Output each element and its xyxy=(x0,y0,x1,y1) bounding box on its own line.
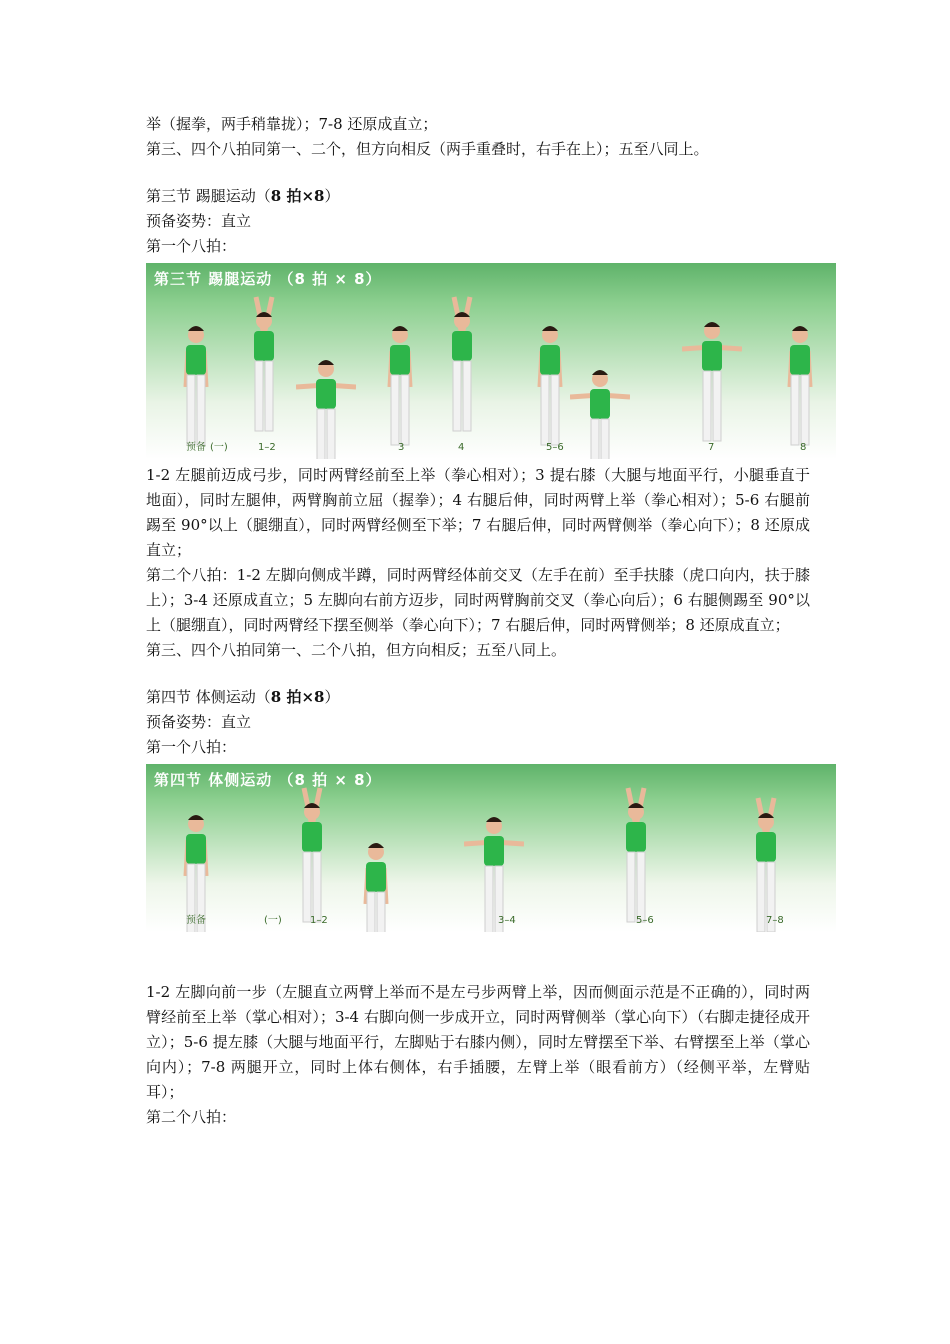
exercise-figure xyxy=(296,341,356,459)
figure-title: 第四节 体侧运动 （8 拍 × 8） xyxy=(154,771,382,789)
section3-desc3: 第三、四个八拍同第一、二个八拍，但方向相反；五至八同上。 xyxy=(146,641,567,659)
exercise-figure xyxy=(234,293,294,443)
text-line: 举（握拳，两手稍靠拢）；7-8 还原成直立； xyxy=(146,115,438,133)
exercise-figure xyxy=(282,784,342,932)
figure-step-label: (一) xyxy=(264,915,282,926)
exercise-figure xyxy=(432,293,492,443)
exercise-figure xyxy=(682,303,742,453)
document-page xyxy=(146,112,810,1130)
figure-step-label: 3 xyxy=(398,442,405,453)
section4-heading: 第四节 体侧运动（8 拍×8） xyxy=(146,688,340,706)
figure-title: 第三节 踢腿运动 （8 拍 × 8） xyxy=(154,270,382,288)
section4-first-beat: 第一个八拍： xyxy=(146,738,237,756)
figure-step-label: (一) xyxy=(210,442,228,453)
text-line: 第三、四个八拍同第一、二个，但方向相反（两手重叠时，右手在上）；五至八同上。 xyxy=(146,140,709,158)
figure-step-label: 1–2 xyxy=(258,442,276,453)
figure-step-label: 7 xyxy=(708,442,715,453)
section3-desc1: 1-2 左腿前迈成弓步，同时两臂经前至上举（拳心相对）；3 提右膝（大腿与地面平行，小腿垂直于地面），同时左腿伸，两臂胸前立屈（握拳）；4 右腿后伸，同时两臂上举（拳心相对）；5-6 右腿前踢至 90°以上（腿绷直），同时两臂经侧至下举；7 右腿后伸，同时两臂侧举（拳心向下）；8 还原成直立； xyxy=(146,466,810,559)
figure-step-label: 1–2 xyxy=(310,915,328,926)
exercise-figure xyxy=(606,784,666,932)
section4-prep: 预备姿势：直立 xyxy=(146,713,252,731)
figure-step-label: 预备 xyxy=(186,915,206,926)
exercise-figure xyxy=(370,307,430,457)
exercise-figure xyxy=(770,307,830,457)
section4-illustration xyxy=(146,764,836,932)
figure-step-label: 5–6 xyxy=(546,442,564,453)
figure-step-label: 3–4 xyxy=(498,915,516,926)
section3-prep: 预备姿势：直立 xyxy=(146,212,252,230)
section4-second-beat: 第二个八拍： xyxy=(146,1108,237,1126)
section3-desc2: 第二个八拍：1-2 左脚向侧成半蹲，同时两臂经体前交叉（左手在前）至手扶膝（虎口向内，扶于膝上）；3-4 还原成直立；5 左脚向右前方迈步，同时两臂胸前交叉（拳心向后）；6 右腿侧踢至 90°以上（腿绷直），同时两臂经下摆至侧举（拳心向下）；7 右腿后伸，同时两臂侧举；8 还原成直立； xyxy=(146,566,810,634)
exercise-figure xyxy=(570,351,630,459)
section3-first-beat: 第一个八拍： xyxy=(146,237,237,255)
exercise-figure xyxy=(736,794,796,932)
section4-desc1: 1-2 左脚向前一步（左腿直立两臂上举而不是左弓步两臂上举，因而侧面示范是不正确的），同时两臂经前至上举（掌心相对）；3-4 右脚向侧一步成开立，同时两臂侧举（掌心向下）（右脚走捷径成开立）；5-6 提左膝（大腿与地面平行，左脚贴于右膝内侧），同时左臂摆至下举、右臂摆至上举（掌心向内）；7-8 两腿开立，同时上体右侧体，右手插腰，左臂上举（眼看前方）（经侧平举，左臂贴耳）； xyxy=(146,983,810,1101)
figure-step-label: 预备 xyxy=(186,442,206,453)
figure-step-label: 7–8 xyxy=(766,915,784,926)
exercise-figure xyxy=(464,798,524,932)
section3-illustration xyxy=(146,263,836,459)
figure-step-label: 5–6 xyxy=(636,915,654,926)
exercise-figure xyxy=(346,824,406,932)
figure-step-label: 8 xyxy=(800,442,807,453)
section3-heading: 第三节 踢腿运动（8 拍×8） xyxy=(146,187,340,205)
exercise-figure xyxy=(166,307,226,457)
figure-step-label: 4 xyxy=(458,442,465,453)
